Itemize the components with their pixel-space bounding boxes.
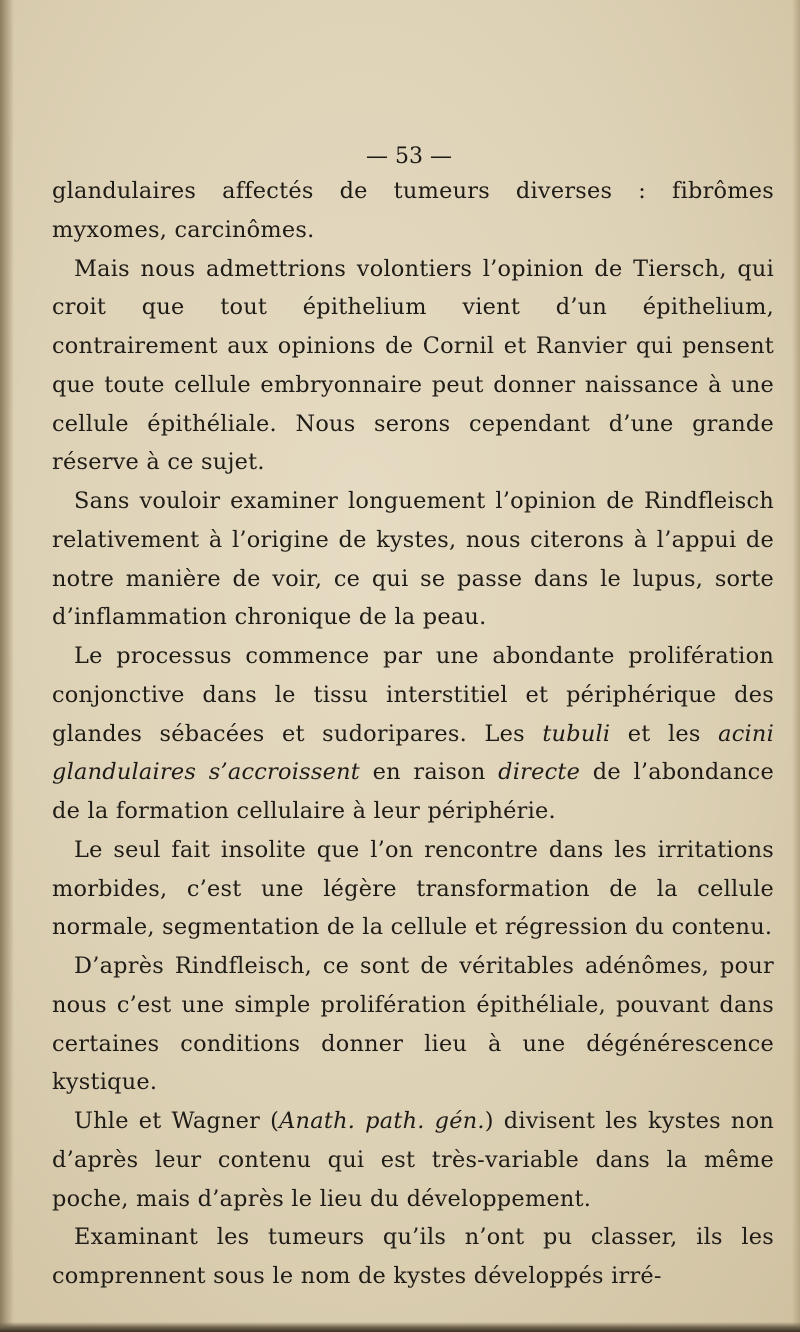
italic-text: Anath. path. gén. (279, 1108, 485, 1134)
body-text (52, 172, 774, 1296)
page-number: — 53 — (366, 144, 452, 169)
text-run: ) divisent les kystes non d’après leur contenu qui est très-variable dans la même poche, mais d’après le lieu du développement. (52, 1108, 774, 1212)
text-run: Le processus commence par une abondante prolifération conjonctive dans le tissu interstitiel et périphérique des glandes sébacées et sudoripares. Les (52, 643, 774, 747)
text-run: Uhle et Wagner ( (74, 1108, 280, 1134)
italic-text: directe (498, 759, 581, 786)
paragraph (52, 947, 774, 1102)
text-run: Le seul fait insolite que l’on rencontre dans les irritations morbides, c’est une légère transformation de la cellule normale, segmentation de la cellule et régression du contenu. (52, 836, 774, 941)
text-run: Sans vouloir examiner longuement l’opinion de Rindfleisch relativement à l’origine de kystes, nous citerons à l’appui de notre manière de voir, ce qui se passe dans le lupus, sorte d’inflammation chronique de la peau. (52, 488, 774, 631)
italic-text: acini glandulaires s’accroissent (52, 720, 774, 786)
text-run: glandulaires affectés de tumeurs diverses : fibrômes myxomes, carcinômes. (52, 178, 774, 243)
paragraph (52, 250, 774, 483)
paragraph (52, 637, 774, 831)
page-left-edge-shadow (0, 0, 14, 1332)
page-bottom-edge-shadow (0, 1322, 800, 1332)
text-run: en raison (360, 759, 499, 786)
text-run: de l’abondance de la formation cellulaire à leur périphérie. (52, 759, 774, 824)
paragraph (52, 1218, 774, 1296)
italic-text: tubuli (542, 720, 611, 747)
paragraph (52, 172, 774, 250)
paragraph (52, 482, 774, 637)
text-run: Examinant les tumeurs qu’ils n’ont pu classer, ils les comprennent sous le nom de kystes développés irré- (52, 1224, 774, 1289)
page-right-edge-shadow (792, 0, 800, 1332)
paragraph (52, 831, 774, 947)
paragraph (52, 1102, 774, 1218)
text-run: D’après Rindfleisch, ce sont de véritables adénômes, pour nous c’est une simple prolifération épithéliale, pouvant dans certaines conditions donner lieu à une dégénérescence kystique. (52, 953, 774, 1096)
text-run: et les (610, 720, 719, 747)
text-run: Mais nous admettrions volontiers l’opinion de Tiersch, qui croit que tout épithelium vient d’un épithelium, contrairement aux opinions de Cornil et Ranvier qui pensent que toute cellule embryonnaire peut donner naissance à une cellule épithéliale. Nous serons cependant d’une grande réserve à ce sujet. (52, 255, 774, 476)
